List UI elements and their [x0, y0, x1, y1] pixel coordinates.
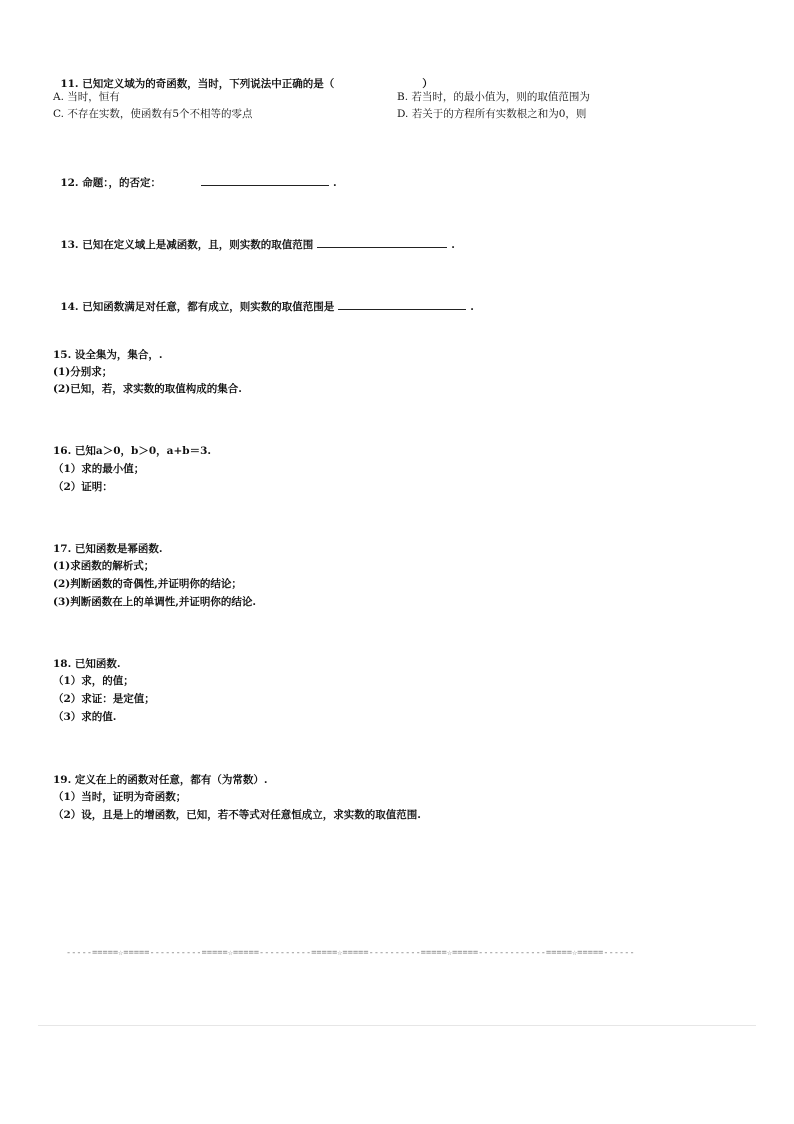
- q11-stem: [53, 63, 433, 91]
- q18-part-2: （2）求证：是定值；: [53, 693, 155, 705]
- q18-part-1: （1）求，的值；: [53, 675, 134, 687]
- q18-stem: 18. 已知函数.: [53, 658, 121, 670]
- q18-part-3: （3）求的值.: [53, 711, 117, 723]
- q17-part-3: (3)判断函数在上的单调性,并证明你的结论.: [53, 596, 257, 608]
- q14-end: .: [470, 301, 474, 313]
- q11-paren-close: ）: [422, 78, 433, 90]
- q17-part-2: (2)判断函数的奇偶性,并证明你的结论；: [53, 578, 242, 590]
- page-bottom-rule: [38, 1025, 756, 1026]
- q13-end: .: [451, 239, 455, 251]
- q12-text: 12. 命题：，的否定：: [60, 177, 161, 189]
- q11-stem-text: 11. 已知定义域为的奇函数，当时，下列说法中正确的是（: [60, 78, 335, 90]
- q13-answer-blank[interactable]: [317, 238, 447, 248]
- q15-part-2: (2)已知，若，求实数的取值构成的集合.: [53, 383, 242, 395]
- q17-part-1: (1)求函数的解析式；: [53, 560, 155, 572]
- q16-stem: 16. 已知a＞0，b＞0，a+b＝3.: [53, 445, 212, 457]
- q11-option-b: B. 若当时，的最小值为，则的取值范围为: [397, 91, 590, 103]
- q11-option-c: C. 不存在实数，使函数有5个不相等的零点: [53, 108, 253, 120]
- q15-stem: 15. 设全集为，集合，.: [53, 349, 163, 361]
- q14-text: 14. 已知函数满足对任意，都有成立，则实数的取值范围是: [60, 301, 335, 313]
- q19-part-1: （1）当时，证明为奇函数；: [53, 791, 187, 803]
- q19-stem: 19. 定义在上的函数对任意，都有（为常数）.: [53, 774, 268, 786]
- q11-option-a: A. 当时，恒有: [53, 91, 120, 103]
- q11-option-d: D. 若关于的方程所有实数根之和为0，则: [397, 108, 587, 120]
- q16-part-1: （1）求的最小值；: [53, 463, 145, 475]
- q14-answer-blank[interactable]: [338, 300, 466, 310]
- q12-end: .: [333, 177, 337, 189]
- q13-text: 13. 已知在定义域上是减函数，且，则实数的取值范围: [60, 239, 314, 251]
- q15-part-1: (1)分别求；: [53, 366, 113, 378]
- q14-line: [53, 286, 474, 314]
- q19-part-2: （2）设，且是上的增函数，已知，若不等式对任意恒成立，求实数的取值范围.: [53, 809, 421, 821]
- q17-stem: 17. 已知函数是幂函数.: [53, 543, 163, 555]
- q13-line: [53, 224, 455, 252]
- star-separator-line: -----=====☆=====----------=====☆=====----------=====☆=====----------=====☆=====-------------=====☆=====------: [66, 948, 635, 958]
- q12-line: [53, 162, 337, 190]
- q12-answer-blank[interactable]: [201, 176, 329, 186]
- q16-part-2: （2）证明：: [53, 481, 113, 493]
